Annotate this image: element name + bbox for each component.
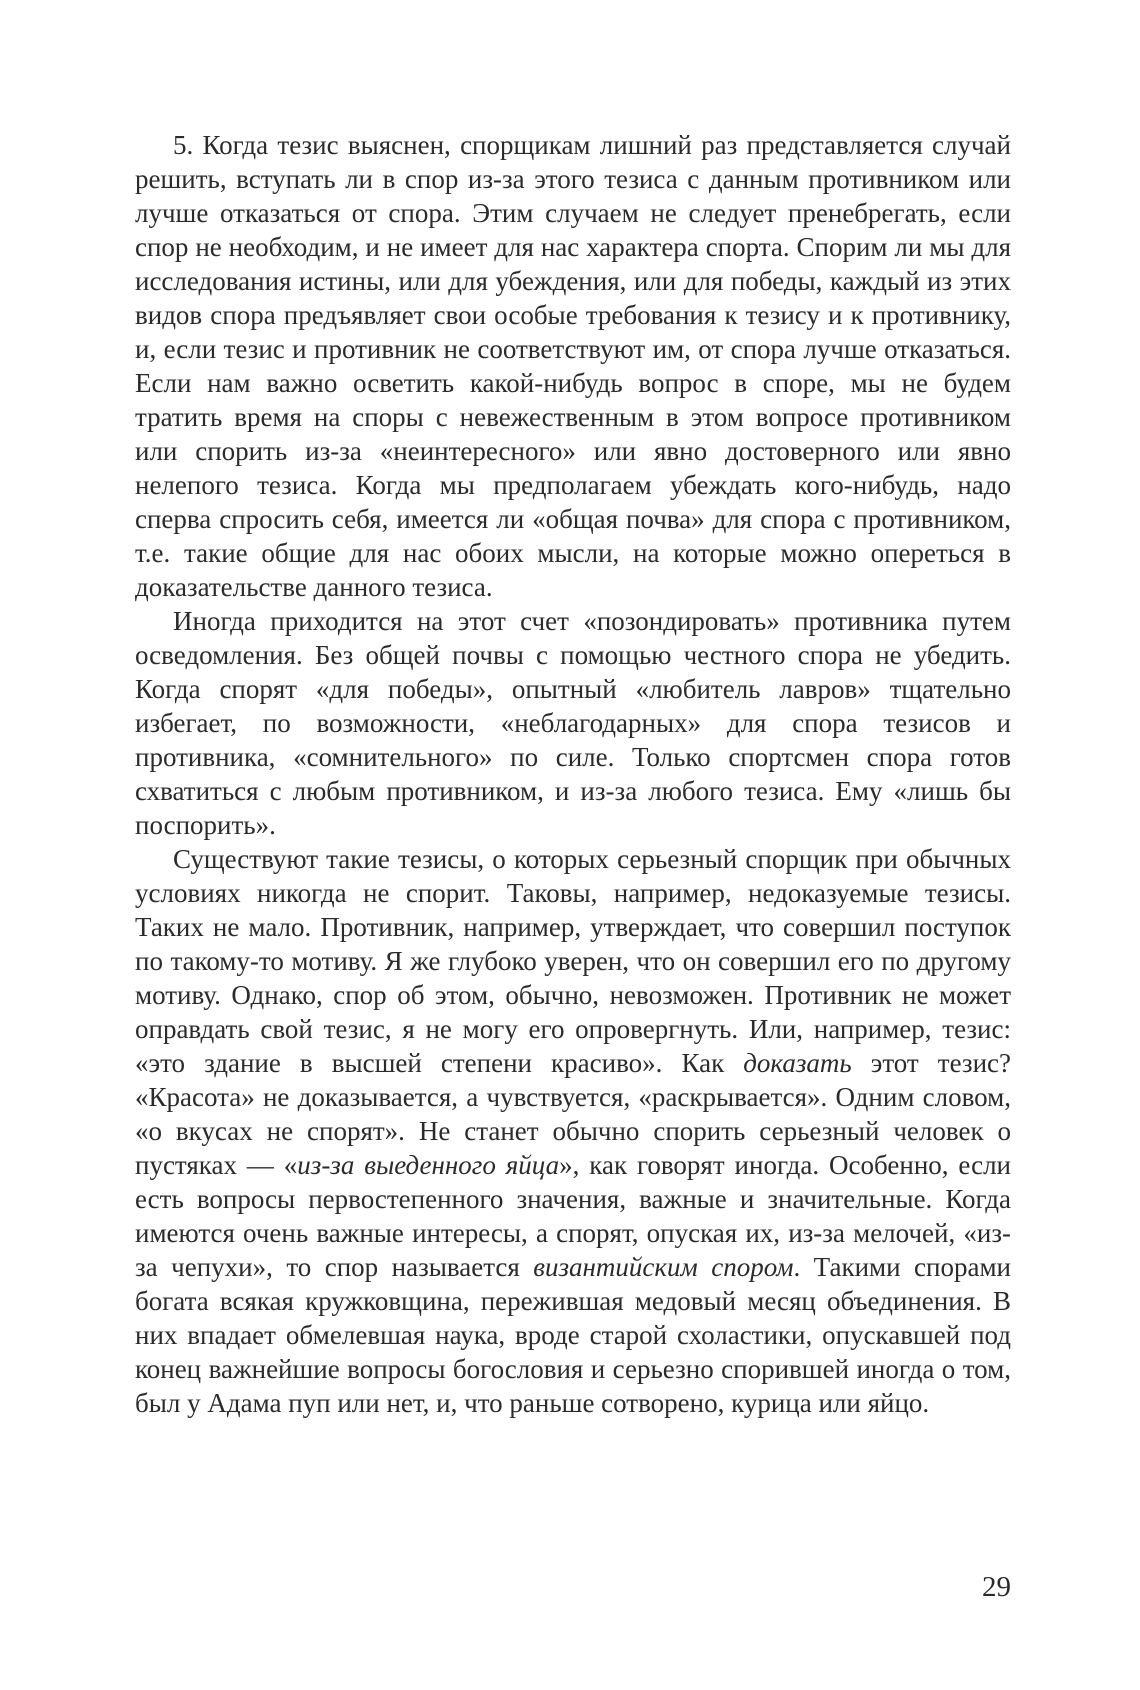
paragraph-2: Иногда приходится на этот счет «позондировать» противника путем осведомления. Без общей почвы с помощью честного спора не убедить. Когда спорят «для победы», опытный «любитель лавров» тщательно избегает, по возможности, «неблагодарных» для спора тезисов и противника, «сомнительного» по силе. Только спортсмен спора готов схватиться с любым противником, и из-за любого тезиса. Ему «лишь бы поспорить». — [135, 606, 1011, 840]
paragraph-3-italic-2: из-за выеденного яйца — [297, 1150, 560, 1180]
paragraph-3 — [135, 842, 1011, 1420]
page-number: 29 — [982, 1571, 1011, 1603]
paragraph-3-italic-3: византийским спором — [533, 1252, 794, 1282]
paragraph-3-text-3: », как говорят иногда. Особенно, если есть вопросы первостепенного значения, важные и значительные. Когда имеются очень важные интересы, а спорят, опуская их, из-за мелочей, «из-за чепухи», то спор называется — [135, 1150, 1011, 1282]
paragraph-3-text-4: . Такими спорами богата всякая кружковщина, пережившая медовый месяц объединения. В них впадает обмелевшая наука, вроде старой схоластики, опускавшей под конец важнейшие вопросы богословия и серьезно спорившей иногда о том, был у Адама пуп или нет, и, что раньше сотворено, курица или яйцо. — [135, 1252, 1012, 1418]
paragraph-3-italic-1: доказать — [743, 1048, 852, 1078]
page-body — [135, 128, 1011, 1420]
paragraph-1: 5. Когда тезис выяснен, спорщикам лишний раз представляется случай решить, вступать ли в спор из-за этого тезиса с данным противником или лучше отказаться от спора. Этим случаем не следует пренебрегать, если спор не необходим, и не имеет для нас характера спорта. Спорим ли мы для исследования истины, или для убеждения, или для победы, каждый из этих видов спора предъявляет свои особые требования к тезису и к противнику, и, если тезис и противник не соответствуют им, от спора лучше отказаться. Если нам важно осветить какой-нибудь вопрос в споре, мы не будем тратить время на споры с невежественным в этом вопросе противником или спорить из-за «неинтересного» или явно достоверного или явно нелепого тезиса. Когда мы предполагаем убеждать кого-нибудь, надо сперва спросить себя, имеется ли «общая почва» для спора с противником, т.е. такие общие для нас обоих мысли, на которые можно опереться в доказательстве данного тезиса. — [135, 130, 1011, 602]
paragraph-3-text-1: Существуют такие тезисы, о которых серьезный спорщик при обычных условиях никогда не спорит. Таковы, например, недоказуемые тезисы. Таких не мало. Противник, например, утверждает, что совершил поступок по такому-то мотиву. Я же глубоко уверен, что он совершил его по другому мотиву. Однако, спор об этом, обычно, невозможен. Противник не может оправдать свой тезис, я не могу его опровергнуть. Или, например, тезис: «это здание в высшей степени красиво». Как — [135, 844, 1011, 1078]
paragraph-3-text-2: этот тезис? «Красота» не доказывается, а чувствуется, «раскрывается». Одним словом, «о вкусах не спорят». Не станет обычно спорить серьезный человек о пустяках — « — [135, 1048, 1011, 1180]
